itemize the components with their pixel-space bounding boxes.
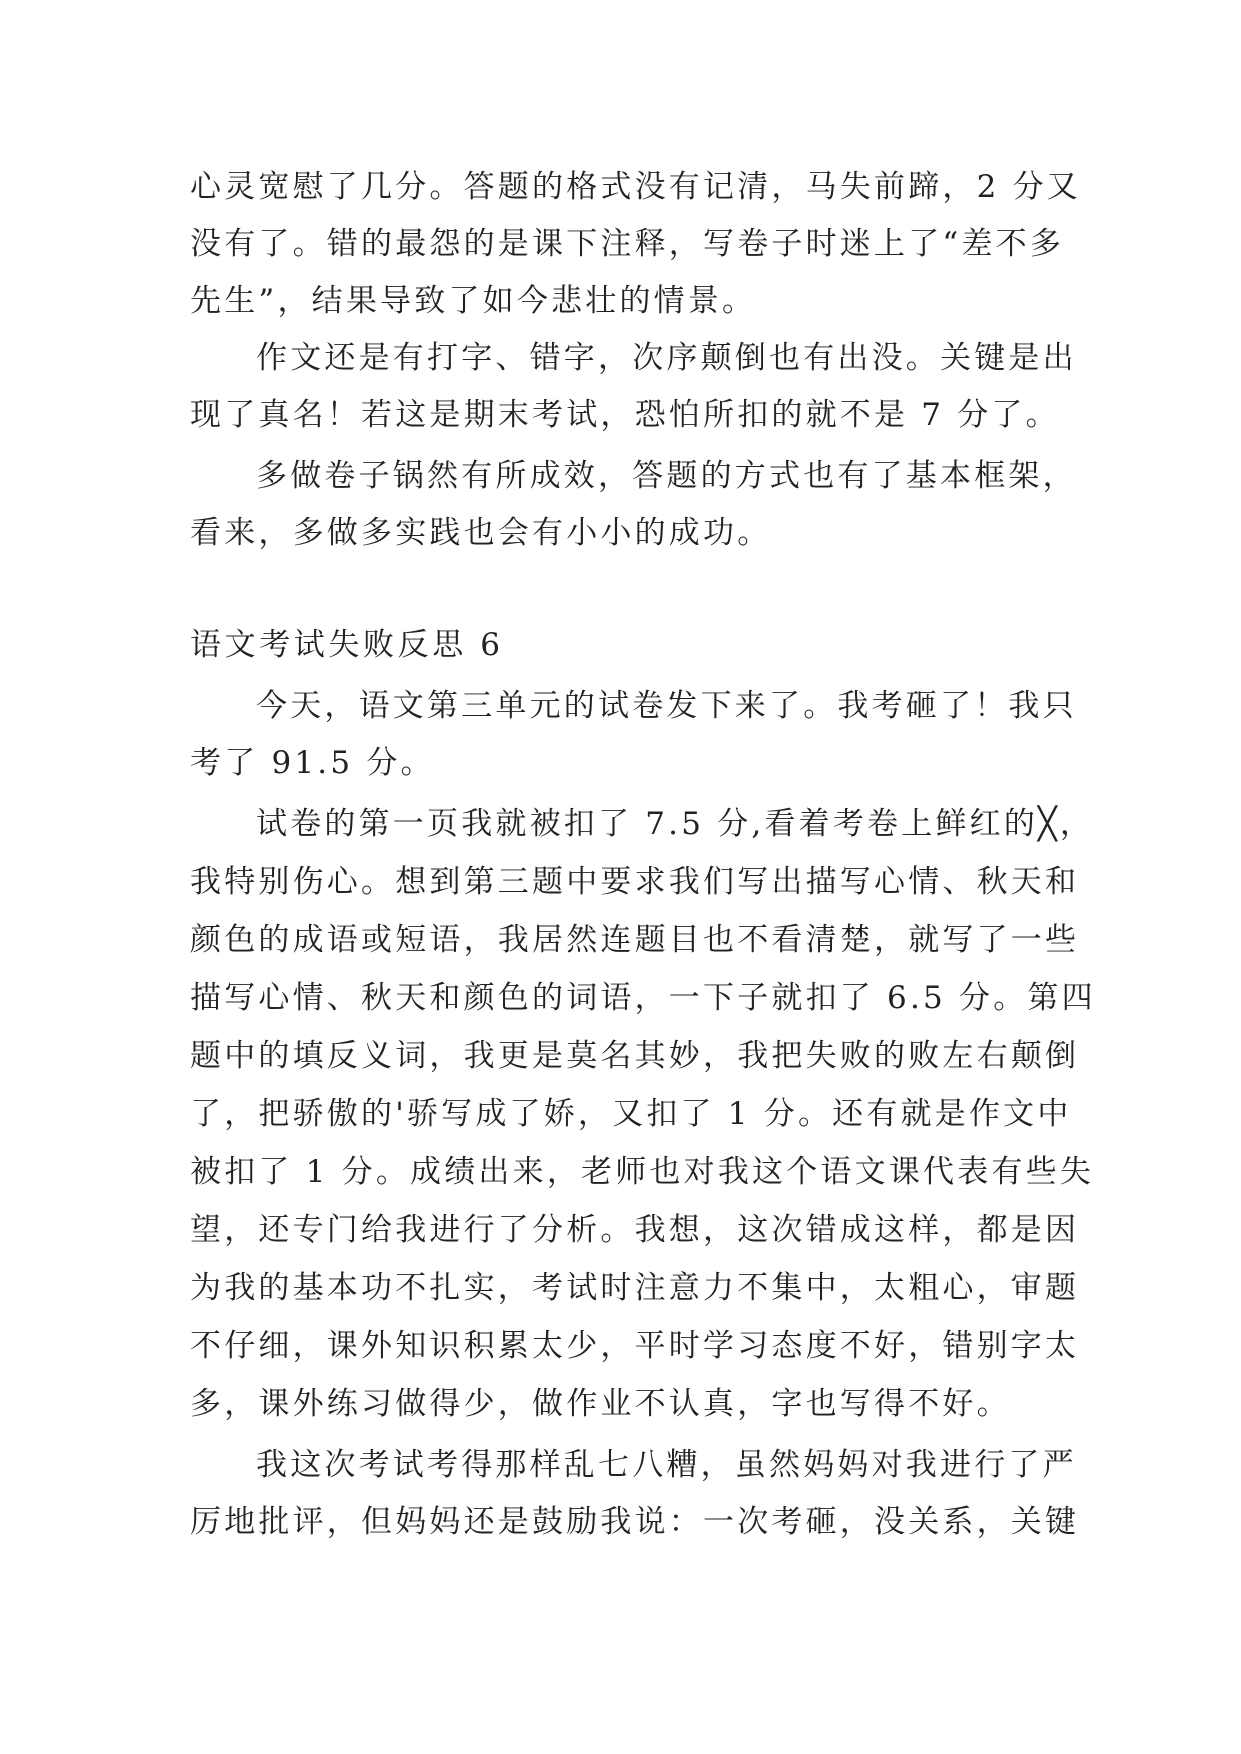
para5-line11: 多，课外练习做得少，做作业不认真，字也写得不好。 — [190, 1386, 1011, 1422]
para2-line1: 作文还是有打字、错字，次序颠倒也有出没。关键是出 — [256, 340, 1077, 376]
para6-line1: 我这次考试考得那样乱七八糟，虽然妈妈对我进行了严 — [256, 1447, 1077, 1483]
para3-line1: 多做卷子锅然有所成效，答题的方式也有了基本框架， — [256, 458, 1077, 494]
para5-line10: 不仔细，课外知识积累太少，平时学习态度不好，错别字太 — [190, 1328, 1080, 1364]
para5-line9: 为我的基本功不扎实，考试时注意力不集中，太粗心，审题 — [190, 1270, 1080, 1306]
para5-line5: 题中的填反义词，我更是莫名其妙，我把失败的败左右颠倒 — [190, 1038, 1080, 1074]
para1-line2: 没有了。错的最怨的是课下注释，写卷子时迷上了“差不多 — [190, 226, 1065, 262]
para5-line3: 颜色的成语或短语，我居然连题目也不看清楚，就写了一些 — [190, 922, 1080, 958]
para4-line1: 今天，语文第三单元的试卷发下来了。我考砸了！我只 — [256, 688, 1077, 724]
section-title: 语文考试失败反思 6 — [190, 627, 504, 663]
para1-line3: 先生”，结果导致了如今悲壮的情景。 — [190, 283, 757, 319]
para5-line4: 描写心情、秋天和颜色的词语，一下子就扣了 6.5 分。第四 — [190, 980, 1096, 1016]
para5-line7: 被扣了 1 分。成绩出来，老师也对我这个语文课代表有些失 — [190, 1154, 1095, 1190]
para3-line2: 看来，多做多实践也会有小小的成功。 — [190, 515, 772, 551]
para6-line2: 厉地批评，但妈妈还是鼓励我说：一次考砸，没关系，关键 — [190, 1504, 1080, 1540]
para5-line1: 试卷的第一页我就被扣了 7.5 分,看着考卷上鲜红的╳， — [256, 806, 1095, 842]
para5-line2: 我特别伤心。想到第三题中要求我们写出描写心情、秋天和 — [190, 864, 1080, 900]
para5-line6: 了，把骄傲的'骄写成了娇，又扣了 1 分。还有就是作文中 — [190, 1096, 1072, 1132]
para4-line2: 考了 91.5 分。 — [190, 745, 435, 781]
para1-line1: 心灵宽慰了几分。答题的格式没有记清，马失前蹄，2 分又 — [190, 169, 1081, 205]
para5-line8: 望，还专门给我进行了分析。我想，这次错成这样，都是因 — [190, 1212, 1080, 1248]
para2-line2: 现了真名！若这是期末考试，恐怕所扣的就不是 7 分了。 — [190, 397, 1060, 433]
